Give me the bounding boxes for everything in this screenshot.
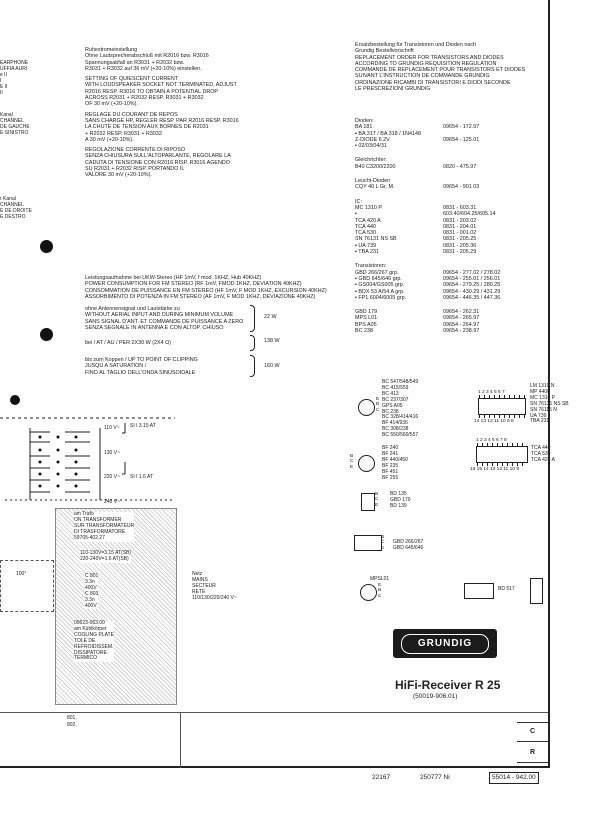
transistor-to126-icon — [361, 493, 375, 511]
quiescent-line: Ruhestromeinstellung — [85, 47, 138, 53]
left-edge-line: E SINISTRO — [0, 130, 29, 137]
quiescent-line: SANS CHARGE HP, REGLER RESP. PAR R2016 RESP. R3016 — [85, 117, 239, 124]
parts-group-title: IC: — [355, 198, 362, 205]
parts-row — [355, 249, 545, 255]
ref-802: 802, — [67, 722, 77, 728]
parts-row — [355, 328, 545, 334]
power-line: CONSOMMATION DE PUISSANCE EN FM STEREO (HF 1mV, F MOD 1KHZ, EXCURSION 40KHZ) — [85, 287, 327, 294]
replacement-header-line: SUIVANT L'INSTRUCTION DE COMMANDE GRUNDIG — [355, 73, 490, 80]
transistor-label: GBD 266/267 — [393, 539, 424, 545]
quiescent-line: Ohne Lautsprecherabschluß mit R2016 bzw. R3016 — [85, 53, 209, 60]
part-code: 0831 - 205.36 — [443, 242, 477, 249]
capacitor-label: 400V — [85, 602, 97, 609]
fuse-info-line: 110-130V=3.15 AT(SB) — [80, 550, 132, 556]
heatsink-line: TOLE DE — [74, 637, 96, 644]
ic-dip14-icon — [478, 398, 526, 415]
part-code: 0831 - 001.02 — [443, 230, 477, 237]
punch-hole — [40, 328, 53, 341]
pin-label: B — [381, 535, 385, 540]
parts-row — [355, 295, 545, 301]
pin-labels — [375, 492, 378, 508]
part-name: TCA 530 — [355, 230, 376, 237]
transistor-label: BD 135 — [390, 491, 407, 497]
power-item-line: WITHOUT AERIAL INPUT AND DURING MINIMUM VOLUME — [85, 312, 234, 319]
pin-label: E — [350, 464, 354, 470]
left-edge-line: E DESTRO — [0, 213, 26, 220]
transistor-label: BF 235 — [382, 462, 399, 469]
replacement-header-line: ACCORDING TO GRUNDIG REQUISITION REGULATION — [355, 60, 497, 67]
quiescent-current-notes — [85, 47, 239, 179]
parts-group — [355, 118, 545, 149]
part-name: ▪ 02/03/04/31 — [355, 143, 387, 150]
transistor-label: BF 240 — [382, 445, 399, 451]
bottom-frame-line — [0, 766, 549, 768]
power-line: Leistungsaufnahme bei UKW-Stereo (HF 1mV, f mod. 1KHZ, Hub 40KHZ) — [85, 275, 262, 281]
transistor-group-2-labels — [382, 446, 408, 481]
left-edge-line: II — [0, 89, 3, 96]
part-name: ▪ — [355, 211, 357, 218]
capacitor-label: C 803 — [85, 590, 99, 597]
mains-line: 110/130/220/240 V~ — [192, 594, 237, 601]
footer-code-b: 250777 Ni — [420, 774, 450, 781]
replacement-header-line: Grundig Bestellvorschrift — [355, 48, 414, 55]
left-edge-line: DE GAUCHE — [0, 124, 30, 131]
quiescent-line: OF 30 mV (+20-10%). — [85, 101, 138, 108]
power-item-clipping — [85, 357, 198, 376]
heatsink-line: am Kühlkörper — [74, 625, 107, 632]
ic1-bottom-pins: 14 13 12 11 10 9 8 — [474, 419, 514, 424]
ic2-top-pins: 1 2 3 4 5 6 7 8 — [476, 438, 507, 443]
punch-hole — [40, 240, 53, 253]
pin-label: C — [375, 497, 379, 503]
part-code: 09654 - 901 03 — [443, 184, 480, 191]
capacitor-label: 3.3n — [85, 578, 95, 585]
power-item-idle — [85, 306, 243, 331]
footer-document-number: 55014 - 942.00 — [489, 772, 539, 784]
ic1-top-pins: 1 2 3 4 5 6 7 — [478, 390, 505, 395]
pin-label: B — [376, 402, 380, 408]
parts-group — [355, 157, 545, 170]
part-name: TCA 440 — [355, 223, 376, 230]
part-code: 0831 - 205.29 — [443, 249, 477, 256]
pin-label: E — [375, 502, 379, 508]
transistor-label: GBD 179 — [390, 496, 411, 503]
pin-label: C — [381, 540, 385, 546]
transistor-to220-icon — [464, 583, 494, 599]
pin-label: B — [375, 492, 379, 497]
model-title: HiFi-Receiver R 25 — [395, 678, 501, 692]
ic-label: SN 76115 N — [530, 406, 557, 413]
bd517-label: BD 517 — [498, 586, 515, 592]
power-line: POWER CONSUMPTION FOR FM STEREO (RF 1mV, FMOD 1KHZ, DEVIATION 40KHZ) — [85, 281, 302, 288]
transistor-label: BF 255 — [382, 474, 399, 481]
replacement-header-line: REPLACEMENT ORDER FOR TRANSISTORS AND DIODES — [355, 54, 504, 61]
power-item-line: SENZA SEGNALE IN ANTENNA E CON ALTOP. CHIUSO — [85, 324, 224, 331]
pin-labels — [381, 535, 384, 551]
part-code: 09654 - 264.97 — [443, 321, 480, 328]
pin-labels — [378, 583, 381, 599]
parts-row — [355, 143, 545, 149]
power-line: ASSORBIMENTO DI POTENZA IN FM STEREO (AF 1mV, F MOD 1KHZ, DEVIAZIONE 40KHZ) — [85, 293, 316, 300]
parts-row — [355, 184, 545, 190]
transistor-label: BC 328/414/416 — [382, 414, 419, 421]
parts-group — [355, 263, 545, 301]
quiescent-line: REGLAGE DU COURANT DE REPOS — [85, 111, 178, 118]
footer-code-a: 22167 — [372, 774, 391, 781]
parts-group-title: Dioden: — [355, 118, 374, 124]
part-code: 0831 - 205.25 — [443, 236, 477, 243]
left-edge-line: E DE DROITE — [0, 207, 32, 214]
brace-idle — [250, 305, 255, 332]
voltage-label-110: 110 V~ — [104, 425, 120, 431]
transistor-label: GPS A05 — [382, 402, 403, 409]
parts-list — [355, 118, 545, 342]
transistor-label: BF 451 — [382, 468, 399, 475]
ic-dip16-icon — [476, 446, 528, 463]
ic-label: TCA 440 — [531, 445, 551, 451]
part-name: B40 C3200/2200 — [355, 163, 396, 170]
quiescent-line: Spannungsabfall an R3031 + R2032 bzw. — [85, 59, 185, 66]
power-item-line: SANS SIGNAL D'ANT. ET COMMANDE DE PUISSANCE A ZERO — [85, 318, 244, 325]
replacement-order-header — [355, 42, 525, 92]
heatsink-line: REFROIDISSEM. — [74, 643, 114, 650]
parts-group-title: Leucht-Dioden — [355, 178, 391, 185]
part-code: 09654 - 238.97 — [443, 328, 480, 335]
transformer-line: am Trafo — [74, 511, 94, 517]
part-name: ▪ GBD 645/646 grp. — [355, 275, 402, 282]
left-edge-spacer — [0, 137, 32, 197]
divider-line — [0, 712, 548, 713]
part-name: BC 238 — [355, 328, 373, 335]
left-edge-line: r Kanal — [0, 196, 16, 203]
brace-clipping — [250, 355, 255, 377]
mpsl01-label: MPSL01 — [370, 576, 390, 582]
voltage-label-130: 130 V~ — [104, 450, 120, 456]
transistor-to92-icon — [358, 399, 375, 416]
transistor-label: BC 308/238 — [382, 426, 409, 433]
part-name: Z-DIODE 6.2V — [355, 136, 390, 143]
part-code: 603.40/604.25/605.14 — [443, 211, 496, 218]
pin-label: C — [378, 593, 382, 599]
heatsink-line: DISSIPATORE — [74, 649, 107, 656]
quiescent-line: WITH LOUDSPEAKER SOCKET NOT TERMINATED, ADJUST — [85, 82, 237, 89]
fuse-label-1: SI I 3.15 AT — [130, 423, 156, 429]
revision-c: C — [517, 722, 548, 742]
left-edge-line: CHANNEL — [0, 201, 24, 208]
quiescent-line: A 30 mV (+20-10%). — [85, 136, 134, 143]
transformer-line: ON TRANSFORMER — [74, 516, 122, 523]
pin-label: E — [376, 397, 380, 402]
left-edge-line: Kanal — [0, 112, 13, 119]
part-name: ▪ BA 317 / BA 318 / 1N4148 — [355, 130, 422, 137]
temperature-label: 100° — [16, 571, 27, 577]
mains-line: RETE — [192, 588, 206, 595]
grundig-logo-text: GRUNDIG — [401, 634, 489, 654]
ic1-labels — [530, 384, 569, 425]
mains-label — [192, 572, 237, 602]
left-edge-line: E II — [0, 83, 8, 90]
power-item-line: ohne Antennensignal und Lautstärke zu — [85, 306, 180, 312]
pin-label: B — [350, 454, 354, 459]
power-item-rated: bei / AT / AU / PER 2X30 W (2X4 Ω) — [85, 340, 171, 346]
left-edge-spacer — [0, 96, 32, 113]
ref-801: 801, — [67, 715, 77, 721]
transistor-label: BF 414/936 — [382, 420, 408, 427]
quiescent-line: VALORE 30 mV (+20-10%). — [85, 172, 152, 179]
part-code: 0831 - 603.31 — [443, 204, 477, 211]
ic-label: TBA 231 — [530, 418, 550, 425]
capacitor-label: 400V — [85, 584, 97, 591]
pin-label: C — [376, 407, 380, 413]
transistor-label: BC 237/307 — [382, 396, 409, 403]
transistor-label: BC 547/548/549 — [382, 379, 419, 385]
part-code: 09654 - 430.29 / 431.29 — [443, 288, 501, 295]
transistor-label: BC 238 — [382, 408, 399, 415]
grundig-logo — [393, 629, 497, 658]
parts-group-title: Transistoren: — [355, 263, 387, 270]
quiescent-line: CADUTA DI TENSIONE CON R2016 RISP. R3016 AGENDO — [85, 159, 230, 166]
mains-line: Netz — [192, 571, 203, 577]
quiescent-line: R2016 RESP. R3016 TO OBTAIN A POTENTIAL DROP — [85, 88, 219, 95]
power-item-line: FINO AL TAGLIO DELL'ONDA SINUSOIDALE — [85, 369, 196, 376]
part-name: ▪ TBA 231 — [355, 249, 379, 256]
quiescent-line: SENZA CHIUSURA SULL'ALTOPARLANTE, REGOLARE LA — [85, 153, 231, 160]
parts-group-title: Gleichrichter: — [355, 157, 387, 164]
fuse-label-2: SI I 1.6 AT — [130, 474, 153, 480]
parts-group — [355, 178, 545, 191]
capacitor-label: C 801 — [85, 573, 99, 579]
ic-label: TCA 530 — [531, 450, 551, 457]
transistor-label: GBD 645/646 — [393, 544, 424, 551]
part-code: 09654 - 262.31 — [443, 309, 480, 316]
part-code: 09654 - 255.01 / 256.01 — [443, 275, 501, 282]
brace-rated — [250, 335, 255, 351]
left-edge-text — [0, 61, 32, 221]
fuse-info-line: 220-240V=1.6 AT(SB) — [80, 555, 129, 562]
part-name: MPS L01 — [355, 315, 378, 322]
replacement-header-line: COMMANDE DE REPLACEMENT POUR TRANSISTORS ET DIODES — [355, 67, 526, 74]
pin-label: B — [378, 588, 382, 594]
pin-label: E — [381, 545, 385, 551]
revision-r: R — [517, 744, 548, 763]
mains-line: SECTEUR — [192, 582, 216, 589]
part-name: TCA 420 A — [355, 217, 381, 224]
replacement-header-line: Ersatzbestellung für Transistoren und Dioden nach — [355, 42, 477, 48]
fuse-box — [0, 560, 54, 612]
power-value-clipping: 160 W — [264, 363, 280, 369]
transformer-text — [74, 512, 134, 542]
replacement-header-line: ORDINAZIONE RICAMBI DI TRANSISTORI E DIODI SECONDE — [355, 79, 511, 86]
ic-label: MC 1310 P — [530, 394, 556, 401]
quiescent-line: R3031 + R3032 auf 36 mV (+20-10%) einstellen. — [85, 65, 202, 72]
model-number: (50019-906.01) — [413, 693, 458, 700]
ic2-labels — [531, 446, 555, 464]
part-name: GBD 266/267 grp. — [355, 269, 399, 276]
power-item-line: bis zum Koppen / UP TO POINT OF CLIPPING — [85, 357, 198, 363]
divider-line — [180, 712, 181, 768]
power-item-line: JUSQU A SATURATION / — [85, 363, 147, 370]
heatsink-line: 09623-063.00 — [74, 620, 105, 626]
parts-group — [355, 309, 545, 334]
part-name: GBD 179 — [355, 309, 378, 316]
pin-labels — [376, 397, 379, 413]
part-code: 09654 - 279.25 / 280.25 — [443, 282, 501, 289]
transistor-label: BC 550/560/557 — [382, 432, 419, 439]
left-edge-line: e II — [0, 71, 7, 78]
power-consumption-header — [85, 275, 327, 300]
part-name: ▪ FP1 6004/6005 grp. — [355, 294, 407, 301]
power-value-rated: 138 W — [264, 338, 280, 344]
heatsink-line: COOLING PLATE — [74, 631, 114, 638]
quiescent-line: LA CHUTE DE TENSION AUX BORNES DE R2031 — [85, 124, 209, 131]
power-value-idle: 22 W — [264, 314, 277, 320]
mains-line: MAINS — [192, 576, 208, 583]
part-name: MC 1310 P — [355, 204, 382, 211]
part-name: ▪ UA 739 — [355, 242, 377, 249]
quiescent-line: + R2032 RESP. R3031 + R3032 — [85, 130, 162, 137]
part-code: 0831 - 204.01 — [443, 223, 477, 230]
quiescent-line: REGOLAZIONE CORRENTE DI RIPOSO — [85, 147, 186, 154]
ic-label: MP 4400 — [530, 388, 550, 395]
voltage-label-240: 240 V~ — [104, 499, 120, 505]
part-code: 09654 - 172.97 — [443, 124, 480, 131]
transistor-label: BF 440/450 — [382, 456, 408, 463]
heatsink-line: TERMICO — [74, 655, 98, 662]
part-name: BA 181 — [355, 124, 373, 131]
transistor-to220-icon — [354, 535, 385, 551]
part-code: 09654 - 446.35 / 447.36 — [443, 294, 501, 301]
ic2-bottom-pins: 16 15 14 13 12 11 10 9 — [470, 467, 519, 472]
left-edge-line: UFFIA AURI — [0, 65, 28, 72]
ic-label: LM 1310 N — [530, 383, 555, 389]
left-edge-line: I — [0, 77, 2, 84]
transformer-fuse-info — [80, 551, 131, 563]
parts-group — [355, 199, 545, 256]
voltage-label-220: 220 V~ — [104, 474, 120, 480]
quiescent-line: SU R2031 + R2032 RISP. PORTANDO IL — [85, 166, 185, 173]
transistor-to92-icon — [358, 455, 375, 472]
ic-label: UA 739 — [530, 412, 547, 419]
part-name: CQY 40 L Gr. M. — [355, 184, 395, 191]
replacement-header-line: LE PRESCREZIONI GRUNDIG — [355, 86, 431, 93]
transformer-line: DI TRASFORMATORE — [74, 528, 126, 535]
ic-label: TCA 420 A — [531, 456, 555, 463]
transistor-label: BC 413 — [382, 390, 399, 397]
quiescent-line: SETTING OF QUIESCENT CURRENT — [85, 76, 179, 83]
part-name: ▪ BDX 53 A/54 A grp. — [355, 288, 405, 295]
capacitor-label: 3.3n — [85, 596, 95, 603]
transistor-label: BD 139 — [390, 502, 407, 509]
pin-labels — [350, 454, 353, 470]
transistor-label: BC 415/559 — [382, 384, 409, 391]
pin-label: E — [378, 583, 382, 588]
quiescent-line: ACROSS R2031 + R2032 RESP. R3031 + R3032 — [85, 95, 204, 102]
part-code: 09654 - 125.01 — [443, 136, 480, 143]
part-name: ▪ GS004/GS005 grp. — [355, 282, 405, 289]
transistor-group-1-labels — [382, 380, 418, 439]
voltage-selector-diagram — [0, 390, 180, 510]
transistor-label: BF 241 — [382, 450, 399, 457]
heatsink-text — [74, 621, 114, 662]
part-code: 09654 - 265.97 — [443, 315, 480, 322]
part-name: SN 76131 NS SB — [355, 236, 397, 243]
part-name: BPS A05 — [355, 321, 377, 328]
part-code: 0831 - 203.02 — [443, 217, 477, 224]
transistor-group-4-labels — [393, 540, 423, 552]
parts-row — [355, 164, 545, 170]
transformer-line: 59705-402.27 — [74, 534, 105, 541]
transformer-line: SUR TRANSFORMATEUR — [74, 522, 135, 529]
transistor-group-3-labels — [390, 492, 411, 510]
ic-label: SN 76131 NS SB — [530, 400, 569, 407]
part-code: 0820 - 475.97 — [443, 163, 477, 170]
left-edge-line: EARPHONE — [0, 60, 29, 66]
pin-label: C — [350, 459, 354, 465]
transistor-to92-icon — [360, 584, 377, 601]
left-edge-line: CHANNEL — [0, 118, 24, 125]
pinout-box-icon — [530, 578, 543, 604]
part-code: 09654 - 277.02 / 278.02 — [443, 269, 501, 276]
capacitor-labels — [85, 574, 98, 609]
